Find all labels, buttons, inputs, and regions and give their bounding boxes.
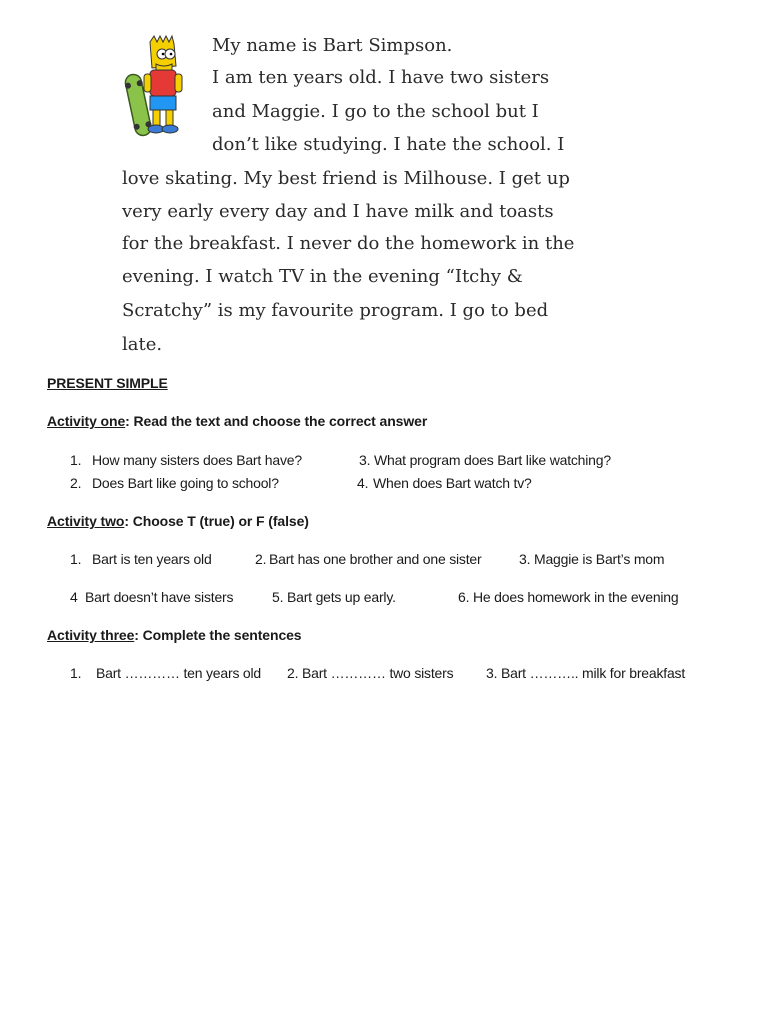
activity-two-instruction: : Choose T (true) or F (false): [124, 513, 309, 529]
item-text: Bart ……….. milk for breakfast: [501, 665, 686, 681]
reading-line-8: evening. I watch TV in the evening “Itchy &: [122, 266, 523, 287]
reading-line-10: late.: [122, 334, 163, 355]
activity-three-item-2: [287, 665, 453, 681]
activity-two-item-4: [70, 589, 233, 605]
reading-line-2: I am ten years old. I have two sisters: [212, 67, 550, 88]
item-text: He does homework in the evening: [473, 589, 679, 605]
reading-line-4: don’t like studying. I hate the school. I: [212, 134, 565, 155]
reading-passage: [0, 0, 768, 360]
item-number: 2.: [70, 475, 82, 491]
activity-one-item-2: [70, 475, 279, 491]
item-number: 3.: [486, 665, 498, 681]
item-text: Does Bart like going to school?: [92, 475, 279, 491]
activity-one-item-4: [357, 475, 532, 491]
item-text: Bart doesn’t have sisters: [85, 589, 234, 605]
activity-three-item-3: [486, 665, 685, 681]
item-number: 3.: [519, 551, 531, 567]
item-text: When does Bart watch tv?: [373, 475, 532, 491]
activity-two-item-2: [255, 551, 481, 567]
activity-one-heading: [47, 413, 427, 429]
item-text: Bart ………… two sisters: [302, 665, 454, 681]
activity-two-heading: [47, 513, 309, 529]
activity-three-heading: [47, 627, 302, 643]
activity-one-instruction: : Read the text and choose the correct answer: [125, 413, 428, 429]
reading-line-6: very early every day and I have milk and toasts: [122, 201, 554, 222]
item-number: 5.: [272, 589, 284, 605]
activity-one-item-1: [70, 452, 302, 468]
item-number: 3.: [359, 452, 371, 468]
item-text: Bart has one brother and one sister: [269, 551, 482, 567]
item-text: What program does Bart like watching?: [374, 452, 611, 468]
activity-two-item-6: [458, 589, 678, 605]
reading-line-7: for the breakfast. I never do the homework in the: [122, 233, 575, 254]
item-text: Bart ………… ten years old: [96, 665, 262, 681]
reading-line-5: love skating. My best friend is Milhouse. I get up: [122, 168, 570, 189]
section-title-text: PRESENT SIMPLE: [47, 375, 168, 391]
item-text: Bart is ten years old: [92, 551, 212, 567]
item-text: Bart gets up early.: [287, 589, 396, 605]
activity-two-item-3: [519, 551, 664, 567]
item-number: 6.: [458, 589, 470, 605]
activity-one-label: Activity one: [47, 413, 126, 429]
reading-line-1: My name is Bart Simpson.: [212, 35, 453, 56]
item-number: 1.: [70, 665, 82, 681]
reading-line-3: and Maggie. I go to the school but I: [212, 101, 539, 122]
activity-two-label: Activity two: [47, 513, 125, 529]
item-text: How many sisters does Bart have?: [92, 452, 302, 468]
bart-simpson-illustration: [120, 34, 200, 138]
activity-two-item-1: [70, 551, 212, 567]
item-number: 1.: [70, 551, 82, 567]
item-number: 2.: [255, 551, 267, 567]
item-number: 2.: [287, 665, 299, 681]
activity-three-item-1: [70, 665, 261, 681]
activity-two-item-5: [272, 589, 396, 605]
activity-three-label: Activity three: [47, 627, 135, 643]
reading-line-9: Scratchy” is my favourite program. I go to bed: [122, 300, 549, 321]
section-title: [47, 375, 168, 391]
item-number: 4.: [357, 475, 369, 491]
activity-one-item-3: [359, 452, 611, 468]
item-number: 4: [70, 589, 78, 605]
item-number: 1.: [70, 452, 82, 468]
item-text: Maggie is Bart’s mom: [534, 551, 665, 567]
activity-three-instruction: : Complete the sentences: [134, 627, 302, 643]
